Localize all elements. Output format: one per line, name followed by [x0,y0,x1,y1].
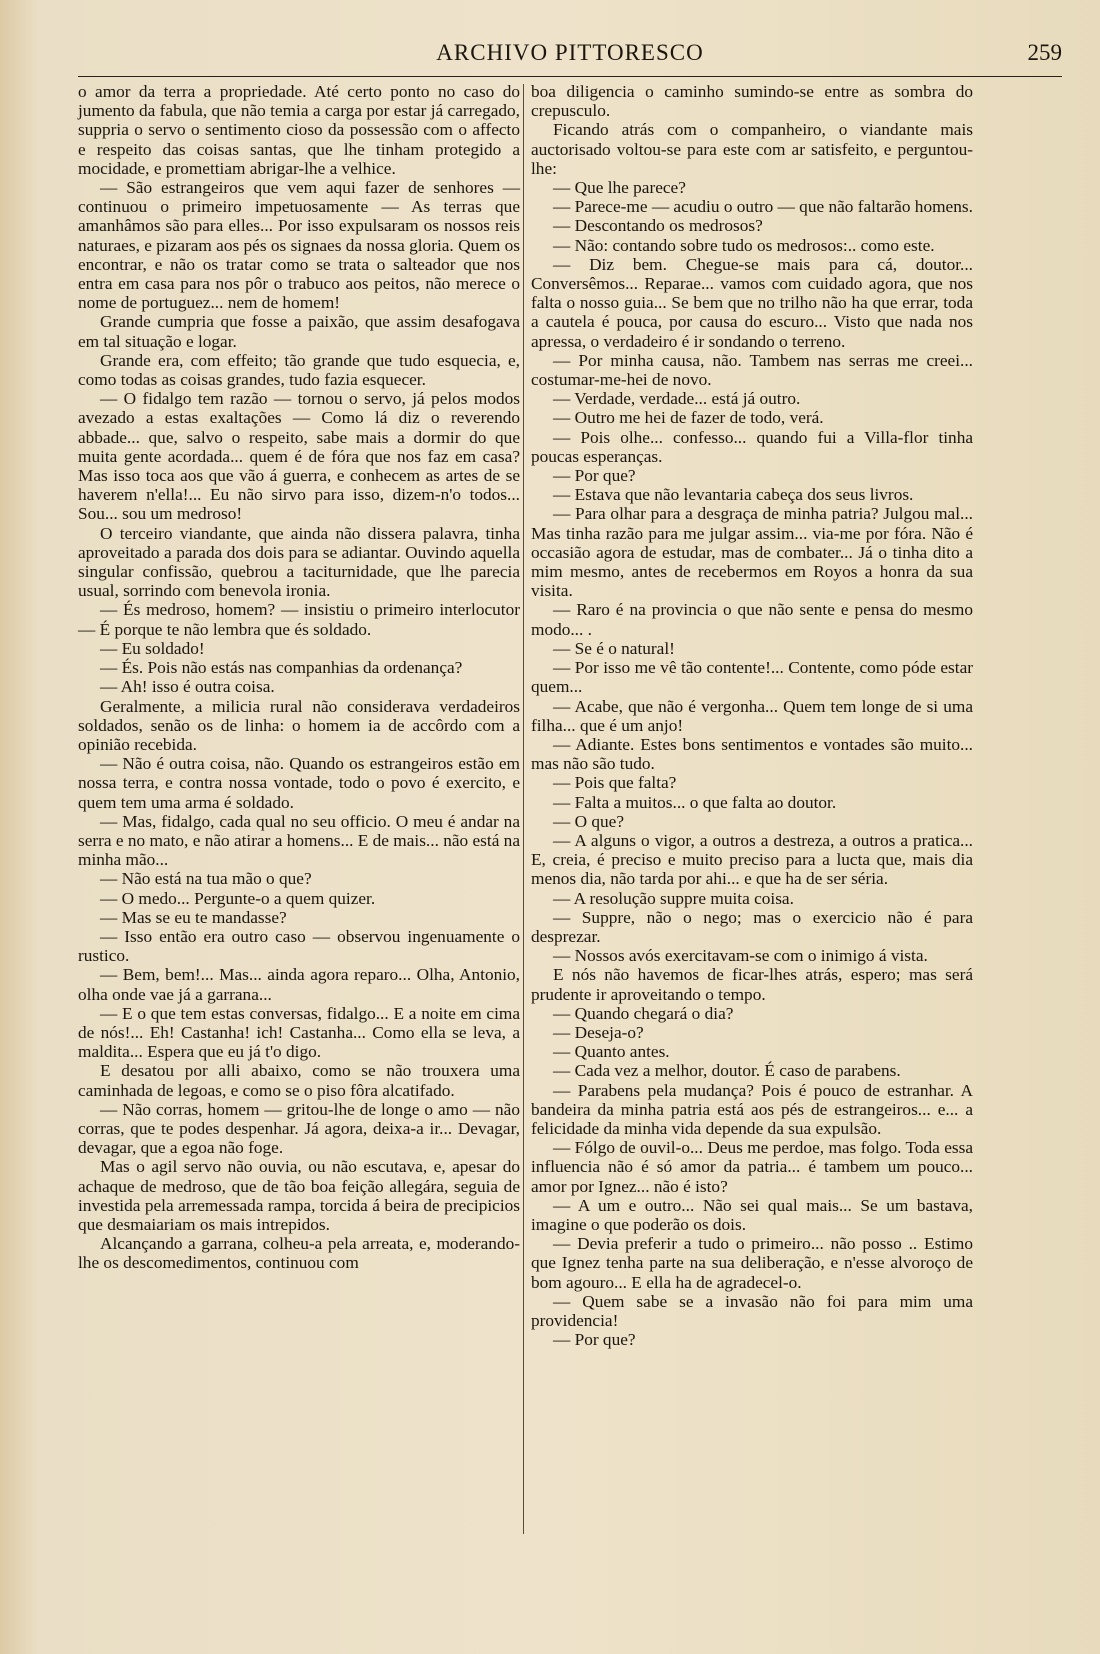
paragraph: E desatou por alli abaixo, como se não trouxera uma caminhada de legoas, e como se o piso fôra alcatifado. [78,1061,520,1100]
right-column [531,82,973,1349]
paragraph: — Suppre, não o nego; mas o exercicio não é para desprezar. [531,907,973,946]
paragraph: Alcançando a garrana, colheu-a pela arreata, e, moderando-lhe os descomedimentos, continuou com [78,1234,520,1273]
paragraph: — A um e outro... Não sei qual mais... Se um bastava, imagine o que poderão os dois. [531,1195,973,1234]
paragraph: Mas o agil servo não ouvia, ou não escutava, e, apesar do achaque de medroso, que de tão boa feição allegára, seguia de investida pela arremessada rampa, torcida á beira de precipicios que desmaiariam os mais intrepidos. [78,1157,520,1234]
paragraph: — Que lhe parece? [553,178,686,198]
paragraph: — Eu soldado! [100,638,205,658]
paragraph: — Fólgo de ouvil-o... Deus me perdoe, mas folgo. Toda essa influencia não é só amor da patria... é tambem um pouco... amor por Ignez... não é isto? [531,1138,973,1196]
paragraph: — Se é o natural! [553,638,675,658]
paragraph: — Não está na tua mão o que? [100,869,312,889]
paragraph: — Descontando os medrosos? [553,216,763,236]
paragraph: o amor da terra a propriedade. Até certo ponto no caso do jumento da fabula, que não temia a carga por estar já carregado, suppria o servo o sentimento cioso da possessão com o affecto e respeito das coisas santas, que lhe tinham protegido a mocidade, e promettiam abrigar-lhe a velhice. [78,82,520,178]
paragraph: — Ah! isso é outra coisa. [100,677,275,697]
header-rule [78,76,1062,77]
paragraph: — Para olhar para a desgraça de minha patria? Julgou mal... Mas tinha razão para me julgar assim... via-me por fóra. Não é occasião agora de estudar, mas de combater... Já o tinha dito a mim mesmo, antes de recebermos em Royos a honra da sua visita. [531,504,973,601]
paragraph: — Acabe, que não é vergonha... Quem tem longe de si uma filha... que é um anjo! [531,696,973,735]
journal-title: ARCHIVO PITTORESCO [436,40,704,65]
paragraph: — Parabens pela mudança? Pois é pouco de estranhar. A bandeira da minha patria está aos pés de estrangeiros... e... a felicidade da minha vida depende da sua expulsão. [531,1080,973,1138]
paragraph: — A alguns o vigor, a outros a destreza, a outros a pratica... E, creia, é preciso e muito preciso para a lucta que, mais dia menos dia, não tarda por ahi... e que ha de ser séria. [531,830,973,889]
paragraph: — O medo... Pergunte-o a quem quizer. [100,888,376,908]
paragraph: — Nossos avós exercitavam-se com o inimigo á vista. [553,946,928,966]
paragraph: — Cada vez a melhor, doutor. É caso de parabens. [553,1061,901,1081]
paragraph: Grande era, com effeito; tão grande que tudo esquecia, e, como todas as coisas grandes, tudo fazia esquecer. [78,350,520,390]
paragraph: Ficando atrás com o companheiro, o viandante mais auctorisado voltou-se para este com ar satisfeito, e perguntou-lhe: [531,120,973,178]
paragraph: — Adiante. Estes bons sentimentos e vontades são muito... mas não são tudo. [531,734,973,774]
paragraph: — Estava que não levantaria cabeça dos seus livros. [553,485,914,505]
paragraph: — Por isso me vê tão contente!... Contente, como póde estar quem... [531,658,973,697]
paragraph: O terceiro viandante, que ainda não dissera palavra, tinha aproveitado a parada dos dois para se adiantar. Ouvindo aquella singular confissão, quebrou a taciturnidade, que lhe parecia usual, sorrindo com benevola ironia. [78,523,520,601]
column-separator [523,84,524,1534]
paragraph: — Por que? [553,466,636,486]
paragraph: — São estrangeiros que vem aqui fazer de senhores — continuou o primeiro impetuosamente — As terras que amanhâmos são para elles... Por isso expulsaram os nossos reis naturaes, e pizaram aos pés os signaes da nossa gloria. Quem os encontrar, e não os tratar como se trata o salteador que nos entra em casa para nos pôr o trabuco aos peitos, não merece o nome de portuguez... nem de homem! [78,178,520,313]
paragraph: — Outro me hei de fazer de todo, verá. [553,408,824,428]
paragraph: — És. Pois não estás nas companhias da ordenança? [100,658,463,678]
paragraph: — Pois que falta? [553,773,677,793]
paragraph: — Mas, fidalgo, cada qual no seu officio. O meu é andar na serra e no mato, e não atirar a homens... E de mais... não está na minha mão... [78,811,520,870]
paragraph: — Falta a muitos... o que falta ao doutor. [553,792,837,812]
paragraph: E nós não havemos de ficar-lhes atrás, espero; mas será prudente ir aproveitando o tempo. [531,965,973,1004]
paragraph: Grande cumpria que fosse a paixão, que assim desafogava em tal situação e logar. [78,312,520,351]
paragraph: — A resolução suppre muita coisa. [553,888,794,908]
paragraph: — O que? [553,811,625,831]
paragraph: — Diz bem. Chegue-se mais para cá, doutor... Conversêmos... Reparae... vamos com cuidado agora, que nos falta o nosso guia... Se bem que no trilho não ha que errar, toda a cautela é pouca, por causa do escuro... Visto que nada nos apressa, o verdadeiro é ir sondando o terreno. [531,254,973,351]
paragraph: — Por minha causa, não. Tambem nas serras me creei... costumar-me-hei de novo. [531,350,973,390]
paragraph: — Verdade, verdade... está já outro. [553,389,801,409]
paragraph: — Parece-me — acudiu o outro — que não faltarão homens. [553,197,973,217]
paragraph: Geralmente, a milicia rural não considerava verdadeiros soldados, senão os de linha: o homem ia de accôrdo com a opinião recebida. [78,696,520,754]
paragraph: — Não é outra coisa, não. Quando os estrangeiros estão em nossa terra, e contra nossa vontade, todo o povo é exercito, e quem tem uma arma é soldado. [78,754,520,812]
page-number: 259 [1027,40,1062,65]
paragraph: — E o que tem estas conversas, fidalgo... E a noite em cima de nós!... Eh! Castanha! ich! Castanha... Como ella se leva, a maldita... Espera que eu já t'o digo. [78,1003,520,1062]
paragraph: — Isso então era outro caso — observou ingenuamente o rustico. [78,926,520,966]
paragraph: — O fidalgo tem razão — tornou o servo, já pelos modos avezado a estas exaltações — Como lá diz o reverendo abbade... que, salvo o respeito, sabe mais a dormir do que muita gente acordada... quem é de fóra que nos faz em casa? Mas isso toca aos que vão á guerra, e conhecem as artes de se haverem n'ella!... Eu não sirvo para isso, dizem-n'o todos... Sou... sou um medroso! [78,389,520,524]
paragraph: boa diligencia o caminho sumindo-se entre as sombra do crepusculo. [531,82,973,121]
paragraph: — Raro é na provincia o que não sente e pensa do mesmo modo... . [531,600,973,639]
paragraph: — Bem, bem!... Mas... ainda agora reparo... Olha, Antonio, olha onde vae já a garrana... [78,965,520,1004]
paragraph: — Não corras, homem — gritou-lhe de longe o amo — não corras, que te podes despenhar. Já agora, deixa-a ir... Devagar, devagar, que a egoa não foge. [78,1099,520,1158]
paragraph: — Por que? [553,1330,636,1350]
paragraph: — Devia preferir a tudo o primeiro... não posso .. Estimo que Ignez tenha parte na sua deliberação, e n'esse alvoroço de bom agouro... E ella ha de agradecel-o. [531,1234,973,1292]
paragraph: — Quando chegará o dia? [553,1003,734,1023]
left-column [78,82,520,1273]
paragraph: — Mas se eu te mandasse? [100,907,287,927]
paragraph: — Não: contando sobre tudo os medrosos:.. como este. [553,235,935,255]
paragraph: — Deseja-o? [553,1022,644,1042]
page-header [78,34,1062,74]
paragraph: — És medroso, homem? — insistiu o primeiro interlocutor — É porque te não lembra que és soldado. [78,600,520,639]
paragraph: — Quanto antes. [553,1042,670,1062]
paragraph: — Pois olhe... confesso... quando fui a Villa-flor tinha poucas esperanças. [531,427,973,466]
paragraph: — Quem sabe se a invasão não foi para mim uma providencia! [531,1291,973,1330]
